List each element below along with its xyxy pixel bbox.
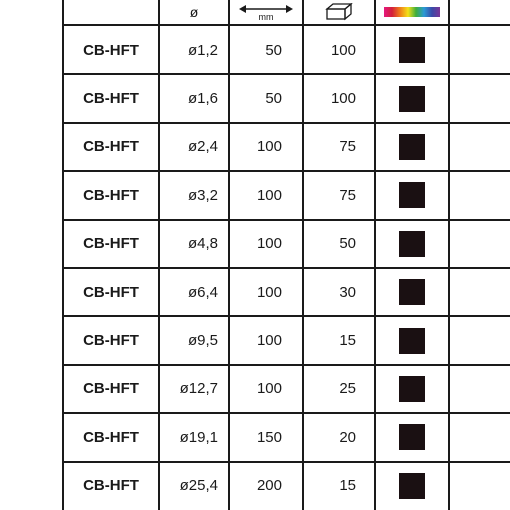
length-value: 100 (256, 380, 282, 398)
diameter-value: ø1,2 (187, 41, 218, 59)
product-code: CB-HFT (83, 186, 139, 204)
color-swatch (399, 182, 425, 208)
header-color (376, 0, 448, 24)
color-swatch (399, 328, 425, 354)
color-swatch (399, 279, 425, 305)
quantity-value: 100 (330, 90, 356, 108)
header-diameter (160, 0, 228, 24)
product-code: CB-HFT (83, 477, 139, 495)
diameter-value: ø6,4 (187, 283, 218, 301)
product-code: CB-HFT (83, 332, 139, 350)
quantity-value: 15 (339, 332, 356, 350)
color-swatch (399, 134, 425, 160)
length-value: 200 (256, 477, 282, 495)
color-swatch (399, 86, 425, 112)
product-code: CB-HFT (83, 90, 139, 108)
length-value: 100 (256, 332, 282, 350)
length-value: 100 (256, 138, 282, 156)
color-swatch (399, 376, 425, 402)
color-swatch (399, 231, 425, 257)
product-code: CB-HFT (83, 41, 139, 59)
color-swatch (399, 37, 425, 63)
quantity-value: 25 (339, 380, 356, 398)
product-code: CB-HFT (83, 380, 139, 398)
quantity-value: 20 (339, 428, 356, 446)
rainbow-color-bar-icon (384, 7, 440, 17)
grid-line (374, 0, 376, 510)
quantity-value: 75 (339, 186, 356, 204)
length-value: 100 (256, 235, 282, 253)
diameter-value: ø2,4 (187, 138, 218, 156)
color-swatch (399, 424, 425, 450)
header-package (304, 0, 374, 24)
length-value: 100 (256, 283, 282, 301)
diameter-value: ø19,1 (179, 428, 218, 446)
diameter-value: ø4,8 (187, 235, 218, 253)
length-value: 150 (256, 428, 282, 446)
quantity-value: 50 (339, 235, 356, 253)
quantity-value: 30 (339, 283, 356, 301)
box-icon (325, 3, 353, 21)
product-code: CB-HFT (83, 138, 139, 156)
diameter-symbol: ø (189, 4, 199, 20)
length-unit: mm (258, 12, 274, 22)
length-value: 50 (265, 41, 282, 59)
product-code: CB-HFT (83, 428, 139, 446)
length-value: 100 (256, 186, 282, 204)
quantity-value: 15 (339, 477, 356, 495)
diameter-value: ø25,4 (179, 477, 218, 495)
diameter-value: ø9,5 (187, 332, 218, 350)
diameter-value: ø3,2 (187, 186, 218, 204)
quantity-value: 75 (339, 138, 356, 156)
length-value: 50 (265, 90, 282, 108)
color-swatch (399, 473, 425, 499)
quantity-value: 100 (330, 41, 356, 59)
header-length (230, 0, 302, 24)
diameter-value: ø1,6 (187, 90, 218, 108)
diameter-value: ø12,7 (179, 380, 218, 398)
product-code: CB-HFT (83, 235, 139, 253)
product-code: CB-HFT (83, 283, 139, 301)
grid-line (448, 0, 450, 510)
